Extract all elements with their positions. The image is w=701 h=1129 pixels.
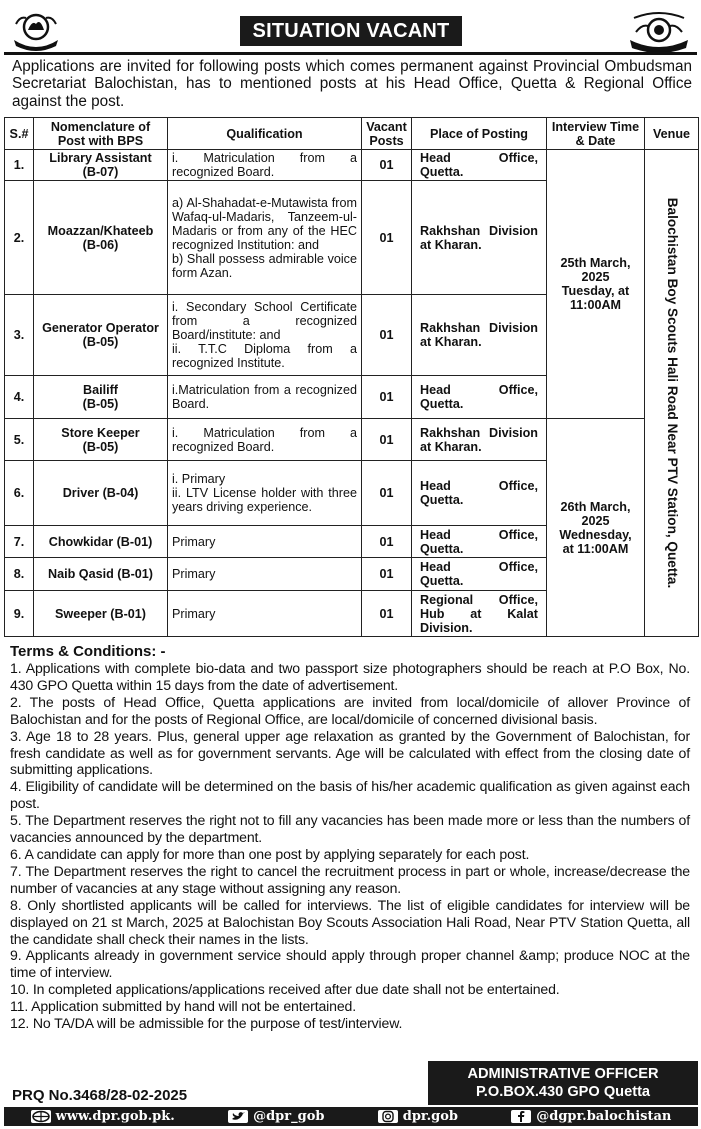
list-item: 3. Age 18 to 28 years. Plus, general upper age relaxation as granted by the Government of Balochistan, for fresh candidate as well as for government servants. Age will be calculated with effect from the closing date of submitting applications. bbox=[10, 727, 690, 778]
list-item: 4. Eligibility of candidate will be determined on the basis of his/her academic qualification as given against each post. bbox=[10, 778, 690, 812]
ombudsman-emblem-icon bbox=[628, 10, 690, 52]
list-item: 10. In completed applications/applications received after due date shall not be entertained. bbox=[10, 981, 560, 998]
header-post: Nomenclature of Post with BPS bbox=[34, 118, 168, 150]
header-place: Place of Posting bbox=[412, 118, 547, 150]
table-row: 4. Bailiff (B-05) i.Matriculation from a recognized Board. 01 Head Office, Quetta. bbox=[5, 376, 699, 419]
officer-address: P.O.BOX.430 GPO Quetta bbox=[475, 1084, 651, 1100]
signatory-box bbox=[428, 1061, 698, 1105]
website-link[interactable]: www.dpr.gob.pk. bbox=[31, 1109, 175, 1124]
table-row: 1. Library Assistant (B-07) i. Matriculation from a recognized Board. 01 Head Office, Quetta. 25th March, 2025 Tuesday, at 11:00AM Balochistan Boy Scouts Hali Road Near PTV Station, Quetta. bbox=[5, 150, 699, 181]
twitter-icon bbox=[228, 1110, 248, 1123]
list-item: 1. Applications with complete bio-data and two passport size photographers should be reach at P.O Box, No. 430 GPO Quetta within 15 days from the date of advertisement. bbox=[10, 660, 690, 693]
intro-paragraph: Applications are invited for following posts which comes permanent against Provincial Ombudsman Secretariat Balochistan, has to mentioned posts at his Head Office, Quetta & Regional Office against the post. bbox=[12, 58, 692, 110]
vacancy-table bbox=[4, 117, 699, 637]
twitter-link[interactable]: @dpr_gob bbox=[228, 1109, 324, 1124]
list-item: 11. Application submitted by hand will not be entertained. bbox=[10, 998, 356, 1015]
interview-slot-2: 26th March, 2025 Wednesday, at 11:00AM bbox=[547, 419, 645, 637]
instagram-icon bbox=[378, 1110, 398, 1123]
header-qualification: Qualification bbox=[168, 118, 362, 150]
officer-title: ADMINISTRATIVE OFFICER bbox=[467, 1066, 659, 1082]
list-item: 6. A candidate can apply for more than one post by applying separately for each post. bbox=[10, 845, 530, 862]
balochistan-emblem-icon bbox=[10, 10, 62, 52]
table-row: 5. Store Keeper (B-05) i. Matriculation from a recognized Board. 01 Rakhshan Division at Kharan. 26th March, 2025 Wednesday, at 11:00AM bbox=[5, 419, 699, 461]
globe-icon bbox=[31, 1110, 51, 1123]
header-venue: Venue bbox=[645, 118, 699, 150]
table-row: 2. Moazzan/Khateeb (B-06) a) Al-Shahadat-e-Mutawista from Wafaq-ul-Madaris, Tanzeem-ul-Madaris or from any of the HEC recognized Institution: and b) Shall possess admirable voice form Azan. 01 Rakhshan Division at Kharan. bbox=[5, 181, 699, 295]
list-item: 12. No TA/DA will be admissible for the purpose of test/interview. bbox=[10, 1015, 403, 1032]
footer-bar bbox=[4, 1107, 698, 1126]
interview-slot-1: 25th March, 2025 Tuesday, at 11:00AM bbox=[547, 150, 645, 419]
terms-list bbox=[10, 660, 690, 1032]
list-item: 2. The posts of Head Office, Quetta applications are invited from local/domicile of allover Province of Balochistan and for the posts of Regional Office, are local/domicile of concerned divisional basis. bbox=[10, 693, 690, 727]
table-row: 3. Generator Operator (B-05) i. Secondary School Certificate from a recognized Board/institute: and ii. T.T.C Diploma from a recognized Institute. 01 Rakhshan Division at Kharan. bbox=[5, 295, 699, 376]
terms-section bbox=[10, 643, 690, 1032]
facebook-link[interactable]: @dgpr.balochistan bbox=[511, 1109, 671, 1124]
top-edge bbox=[0, 0, 701, 4]
table-row: 6. Driver (B-04) i. Primary ii. LTV License holder with three years driving experience. 01 Head Office, Quetta. bbox=[5, 461, 699, 526]
table-row: 7. Chowkidar (B-01) Primary 01 Head Office, Quetta. bbox=[5, 526, 699, 558]
terms-title: Terms & Conditions: - bbox=[10, 643, 166, 660]
prq-number: PRQ No.3468/28-02-2025 bbox=[12, 1087, 188, 1104]
list-item: 9. Applicants already in government service should apply through proper channel &amp; produce NOC at the time of interview. bbox=[10, 947, 690, 981]
header-sno: S.# bbox=[5, 118, 34, 150]
list-item: 5. The Department reserves the right not to fill any vacancies has been made more or less than the numbers of vacancies announced by the department. bbox=[10, 812, 690, 846]
header-interview: Interview Time & Date bbox=[547, 118, 645, 150]
header-divider bbox=[4, 52, 697, 55]
facebook-icon bbox=[511, 1110, 531, 1123]
venue-cell: Balochistan Boy Scouts Hali Road Near PTV Station, Quetta. bbox=[645, 150, 699, 637]
page-title: SITUATION VACANT bbox=[240, 16, 462, 46]
instagram-link[interactable]: dpr.gob bbox=[378, 1109, 458, 1124]
header-vacant: Vacant Posts bbox=[362, 118, 412, 150]
table-row: 9. Sweeper (B-01) Primary 01 Regional Office, Hub at Kalat Division. bbox=[5, 591, 699, 637]
list-item: 7. The Department reserves the right to cancel the recruitment process in part or whole, increase/decrease the number of vacancies at any stage without assigning any reason. bbox=[10, 862, 690, 896]
list-item: 8. Only shortlisted applicants will be called for interviews. The list of eligible candidates for interview will be displayed on 21 st March, 2025 at Balochistan Boy Scouts Association Hali Road, Near PTV Station Quetta, all the candidate shall check their names in the lists. bbox=[10, 896, 690, 947]
table-row: 8. Naib Qasid (B-01) Primary 01 Head Office, Quetta. bbox=[5, 558, 699, 591]
